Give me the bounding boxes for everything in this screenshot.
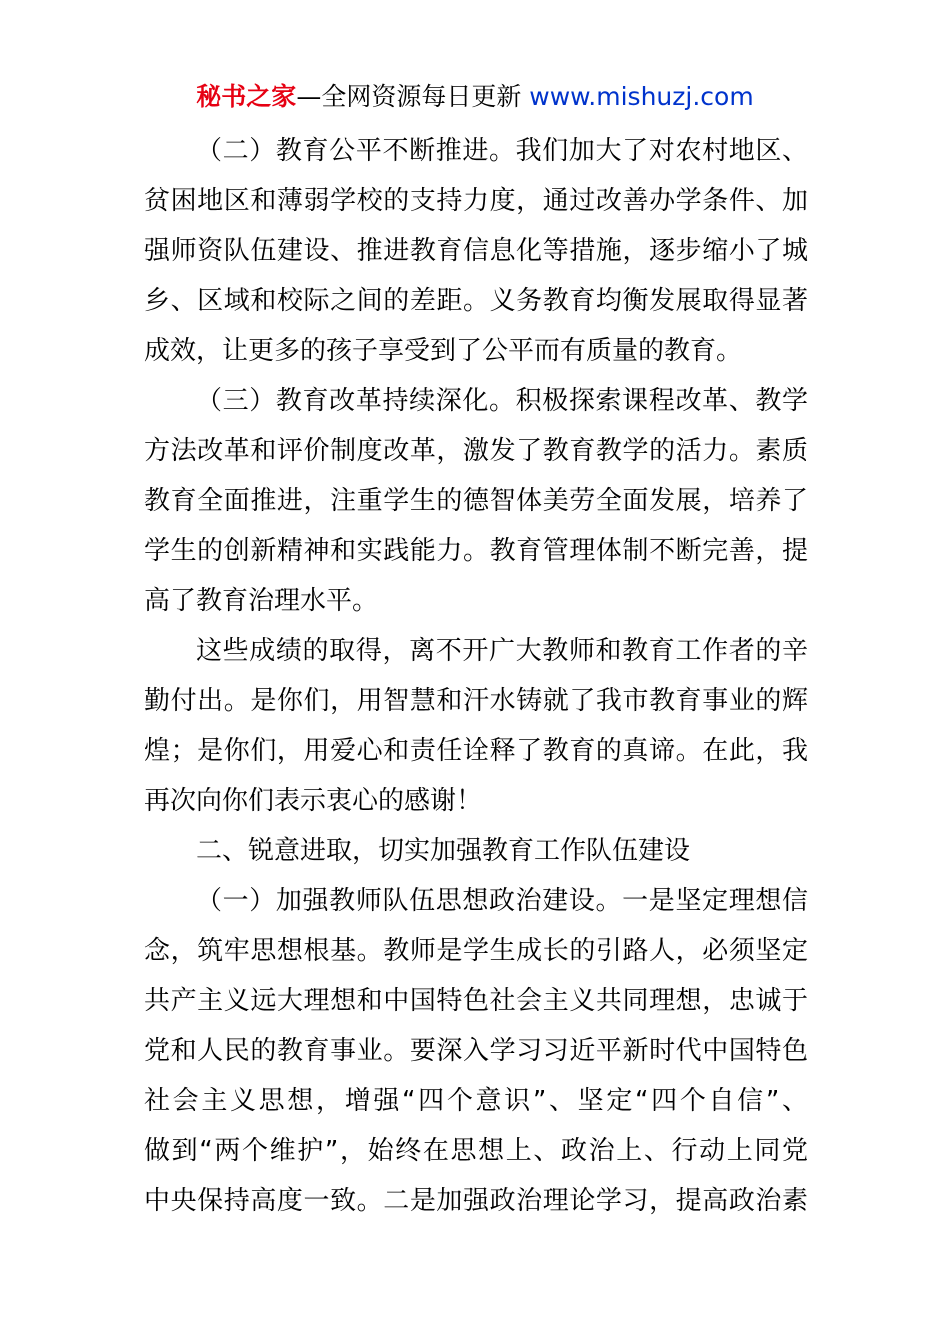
header-tagline: —全网资源每日更新 <box>296 82 530 111</box>
text-line: 二、锐意进取，切实加强教育工作队伍建设 <box>196 836 691 866</box>
text-line: 做到“两个维护”，始终在思想上、政治上、行动上同党 <box>144 1136 808 1166</box>
text-line: 强师资队伍建设、推进教育信息化等措施，逐步缩小了城 <box>144 236 808 266</box>
text-line: 这些成绩的取得，离不开广大教师和教育工作者的辛 <box>196 636 808 666</box>
text-line: 念，筑牢思想根基。教师是学生成长的引路人，必须坚定 <box>144 936 808 966</box>
text-line: 乡、区域和校际之间的差距。义务教育均衡发展取得显著 <box>144 286 808 316</box>
text-line: 党和人民的教育事业。要深入学习习近平新时代中国特色 <box>144 1036 808 1066</box>
text-line: 方法改革和评价制度改革，激发了教育教学的活力。素质 <box>144 436 808 466</box>
page-header <box>0 80 950 114</box>
site-url: www.mishuzj.com <box>529 82 754 111</box>
text-line: 中央保持高度一致。二是加强政治理论学习，提高政治素 <box>144 1186 808 1216</box>
document-body <box>144 126 808 1226</box>
text-line: 教育全面推进，注重学生的德智体美劳全面发展，培养了 <box>144 486 808 516</box>
text-line: 贫困地区和薄弱学校的支持力度，通过改善办学条件、加 <box>144 186 808 216</box>
text-line: 勤付出。是你们，用智慧和汗水铸就了我市教育事业的辉 <box>144 686 808 716</box>
text-line: （三）教育改革持续深化。积极探索课程改革、教学 <box>196 386 808 416</box>
text-line: 高了教育治理水平。 <box>144 586 379 616</box>
text-line: （一）加强教师队伍思想政治建设。一是坚定理想信 <box>196 886 808 916</box>
text-line: 再次向你们表示衷心的感谢！ <box>144 786 483 816</box>
brand-name: 秘书之家 <box>196 82 297 111</box>
text-line: 煌；是你们，用爱心和责任诠释了教育的真谛。在此，我 <box>144 736 808 766</box>
text-line: （二）教育公平不断推进。我们加大了对农村地区、 <box>196 136 808 166</box>
text-line: 学生的创新精神和实践能力。教育管理体制不断完善，提 <box>144 536 808 566</box>
text-line: 共产主义远大理想和中国特色社会主义共同理想，忠诚于 <box>144 986 808 1016</box>
text-line: 社会主义思想，增强“四个意识”、坚定“四个自信”、 <box>144 1086 808 1116</box>
text-line: 成效，让更多的孩子享受到了公平而有质量的教育。 <box>144 336 743 366</box>
